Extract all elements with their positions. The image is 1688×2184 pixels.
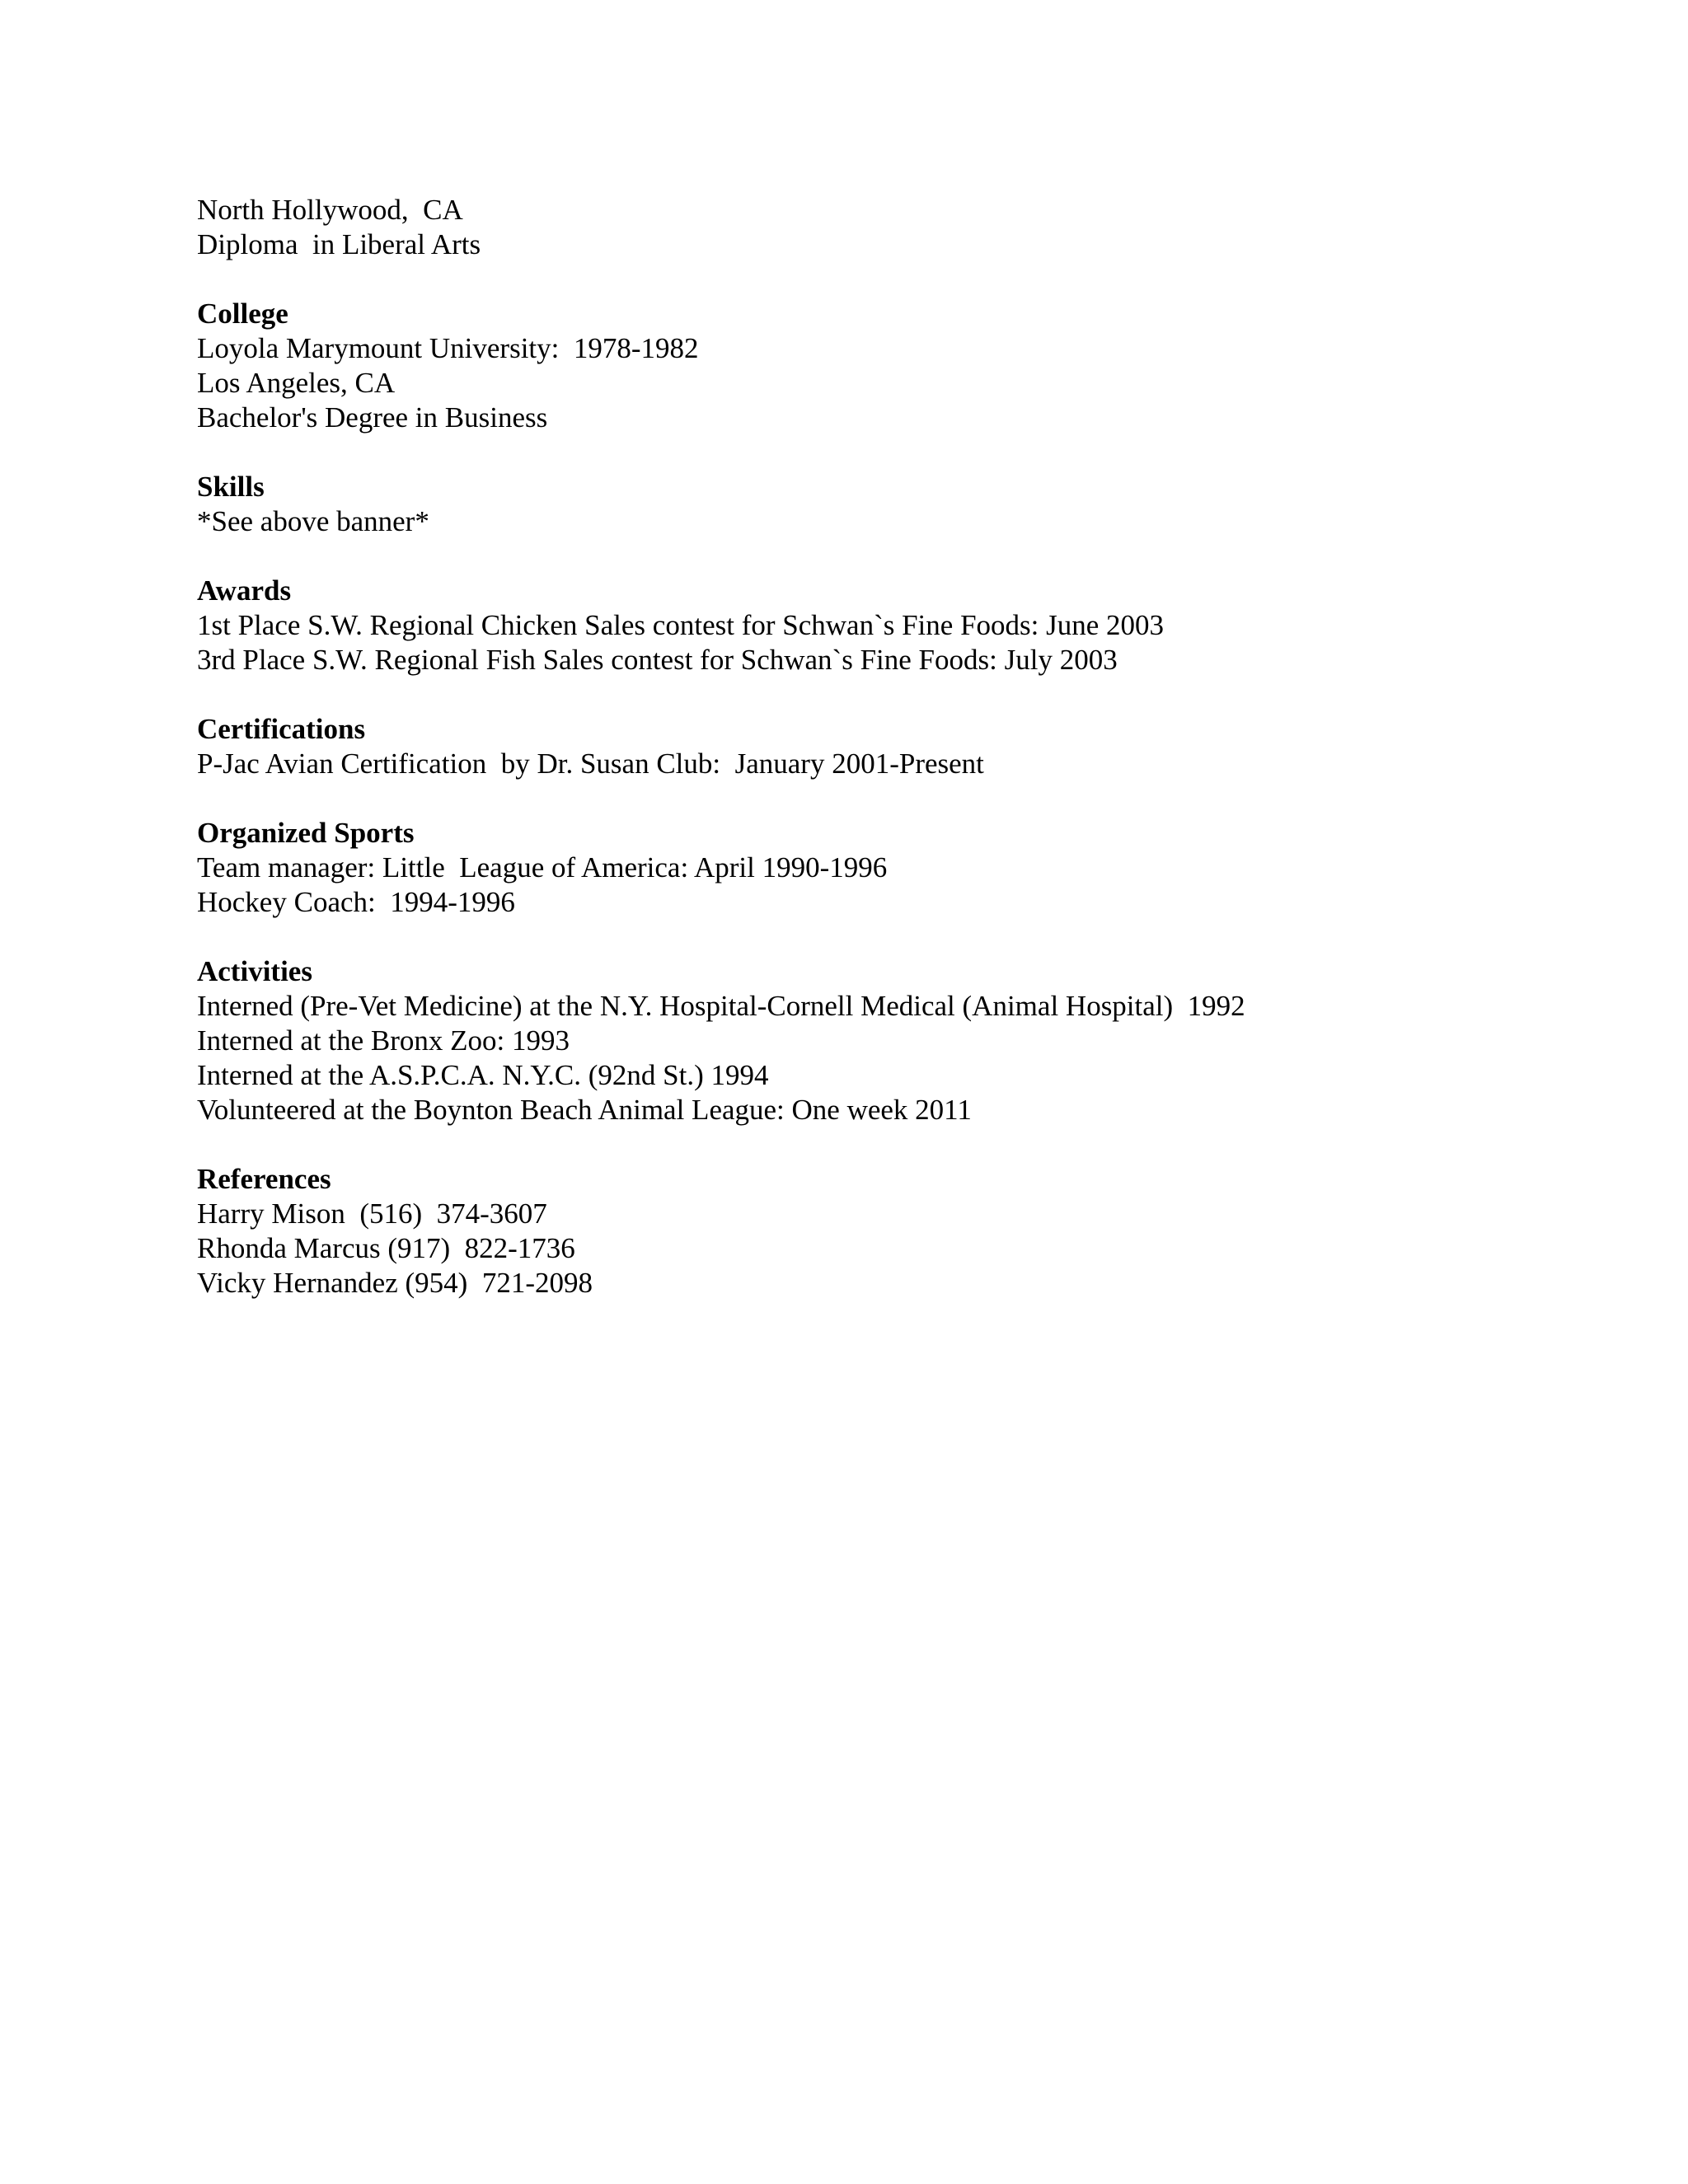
- reference-item: Vicky Hernandez (954) 721-2098: [197, 1267, 593, 1299]
- section-heading: Awards: [197, 574, 292, 607]
- sports-item: Hockey Coach: 1994-1996: [197, 886, 515, 918]
- section-organized-sports: [197, 816, 1598, 920]
- reference-item: Harry Mison (516) 374-3607: [197, 1197, 547, 1230]
- section-skills: [197, 470, 1598, 539]
- award-item: 1st Place S.W. Regional Chicken Sales contest for Schwan`s Fine Foods: June 2003: [197, 609, 1165, 641]
- section-references: [197, 1162, 1598, 1301]
- skills-text: *See above banner*: [197, 505, 429, 537]
- section-heading: Certifications: [197, 713, 366, 745]
- certification-item: P-Jac Avian Certification by Dr. Susan Club: January 2001-Present: [197, 748, 984, 780]
- college-name-dates: Loyola Marymount University: 1978-1982: [197, 332, 699, 364]
- section-heading: College: [197, 298, 288, 330]
- section-college: [197, 297, 1598, 435]
- education-continued: [197, 193, 1598, 262]
- activity-item: Volunteered at the Boynton Beach Animal League: One week 2011: [197, 1094, 972, 1126]
- school-location: North Hollywood, CA: [197, 194, 463, 226]
- resume-page: [197, 193, 1598, 1301]
- section-heading: Organized Sports: [197, 817, 415, 849]
- section-activities: [197, 954, 1598, 1127]
- activity-item: Interned at the A.S.P.C.A. N.Y.C. (92nd St.) 1994: [197, 1059, 769, 1091]
- college-degree: Bachelor's Degree in Business: [197, 401, 548, 434]
- section-heading: Skills: [197, 471, 265, 503]
- award-item: 3rd Place S.W. Regional Fish Sales contest for Schwan`s Fine Foods: July 2003: [197, 644, 1118, 676]
- section-certifications: [197, 712, 1598, 781]
- section-heading: References: [197, 1163, 331, 1195]
- college-location: Los Angeles, CA: [197, 367, 396, 399]
- section-awards: [197, 574, 1598, 677]
- activity-item: Interned (Pre-Vet Medicine) at the N.Y. Hospital-Cornell Medical (Animal Hospital) 1992: [197, 990, 1245, 1022]
- school-diploma: Diploma in Liberal Arts: [197, 228, 481, 260]
- activity-item: Interned at the Bronx Zoo: 1993: [197, 1024, 570, 1057]
- section-heading: Activities: [197, 955, 312, 987]
- reference-item: Rhonda Marcus (917) 822-1736: [197, 1232, 575, 1264]
- sports-item: Team manager: Little League of America: April 1990-1996: [197, 851, 888, 883]
